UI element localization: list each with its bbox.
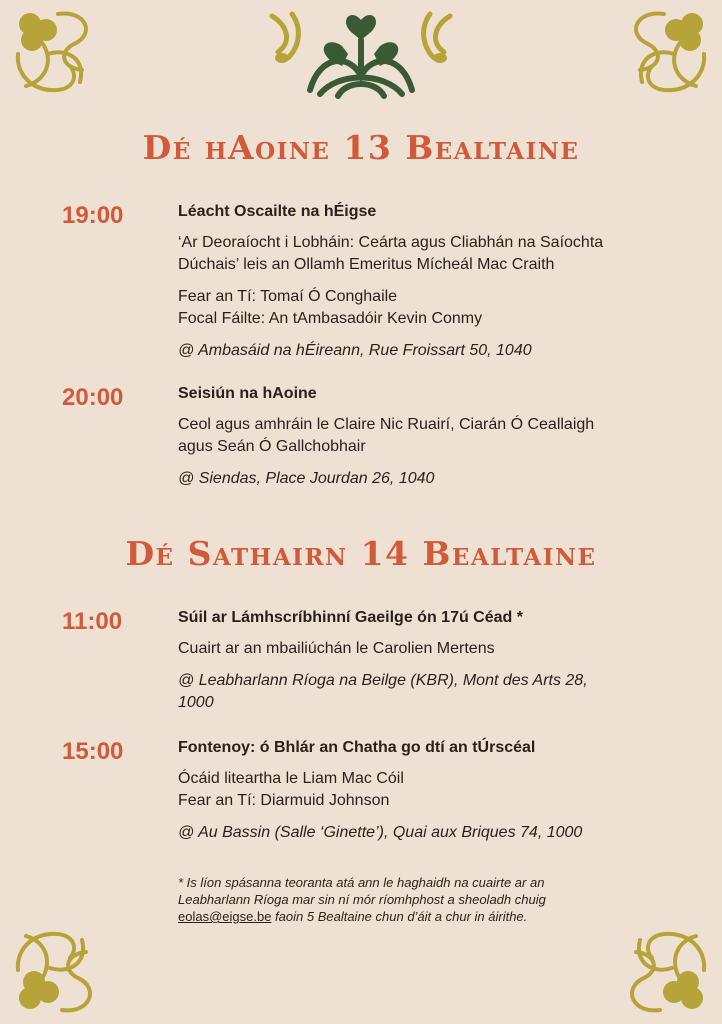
event-venue: @ Ambasáid na hÉireann, Rue Froissart 50, 1040 bbox=[178, 342, 532, 359]
event-title: Léacht Oscailte na hÉigse bbox=[178, 203, 377, 220]
footnote-line bbox=[178, 908, 638, 925]
event-host-line: Focal Fáilte: An tAmbasadóir Kevin Conmy bbox=[178, 310, 483, 327]
footnote-line: Leabharlann Ríoga mar sin ní mór ríomhphost a sheoladh chuig bbox=[178, 892, 546, 907]
event-host-line: Fear an Tí: Diarmuid Johnson bbox=[178, 792, 390, 809]
footnote bbox=[178, 874, 638, 925]
celtic-heart-knot-icon bbox=[258, 6, 464, 102]
day-heading: Dé hAoine 13 Bealtaine bbox=[142, 128, 580, 167]
event-details bbox=[178, 384, 668, 490]
footnote-text: faoin 5 Bealtaine chun d’áit a chur in áirithe. bbox=[271, 909, 528, 924]
event-title: Seisiún na hAoine bbox=[178, 385, 317, 402]
event-details bbox=[178, 738, 668, 844]
event-details bbox=[178, 608, 668, 714]
celtic-shamrock-knot-icon bbox=[618, 926, 714, 1020]
event-venue: @ Siendas, Place Jourdan 26, 1040 bbox=[178, 470, 435, 487]
event-description-line: Cuairt ar an mbailiúchán le Carolien Mertens bbox=[178, 640, 495, 657]
celtic-shamrock-knot-icon bbox=[8, 926, 104, 1020]
event-title: Súil ar Lámhscríbhinní Gaeilge ón 17ú Céad * bbox=[178, 609, 523, 626]
event-description-line: agus Seán Ó Gallchobhair bbox=[178, 438, 366, 455]
event-venue: 1000 bbox=[178, 694, 214, 711]
event-time: 20:00 bbox=[62, 384, 124, 411]
event-description-line: ‘Ar Deoraíocht i Lobháin: Ceárta agus Cliabhán na Saíochta bbox=[178, 234, 604, 251]
celtic-shamrock-knot-icon bbox=[8, 4, 100, 98]
event-time: 11:00 bbox=[62, 608, 123, 635]
event-details bbox=[178, 202, 668, 362]
footnote-line: * Is líon spásanna teoranta atá ann le haghaidh na cuairte ar an bbox=[178, 875, 545, 890]
event-venue: @ Au Bassin (Salle ‘Ginette’), Quai aux Briques 74, 1000 bbox=[178, 824, 583, 841]
celtic-shamrock-knot-icon bbox=[622, 4, 714, 98]
event-description-line: Dúchais’ leis an Ollamh Emeritus Mícheál Mac Craith bbox=[178, 256, 555, 273]
event-description-line: Ócáid liteartha le Liam Mac Cóil bbox=[178, 770, 404, 787]
event-description-line: Ceol agus amhráin le Claire Nic Ruairí, Ciarán Ó Ceallaigh bbox=[178, 416, 595, 433]
event-title: Fontenoy: ó Bhlár an Chatha go dtí an tÚrscéal bbox=[178, 739, 536, 756]
event-venue: @ Leabharlann Ríoga na Beilge (KBR), Mont des Arts 28, bbox=[178, 672, 588, 689]
event-host-line: Fear an Tí: Tomaí Ó Conghaile bbox=[178, 288, 398, 305]
day-heading: Dé Sathairn 14 Bealtaine bbox=[125, 534, 597, 573]
email-link[interactable]: eolas@eigse.be bbox=[178, 909, 272, 924]
event-time: 19:00 bbox=[62, 202, 124, 229]
event-time: 15:00 bbox=[62, 738, 124, 765]
